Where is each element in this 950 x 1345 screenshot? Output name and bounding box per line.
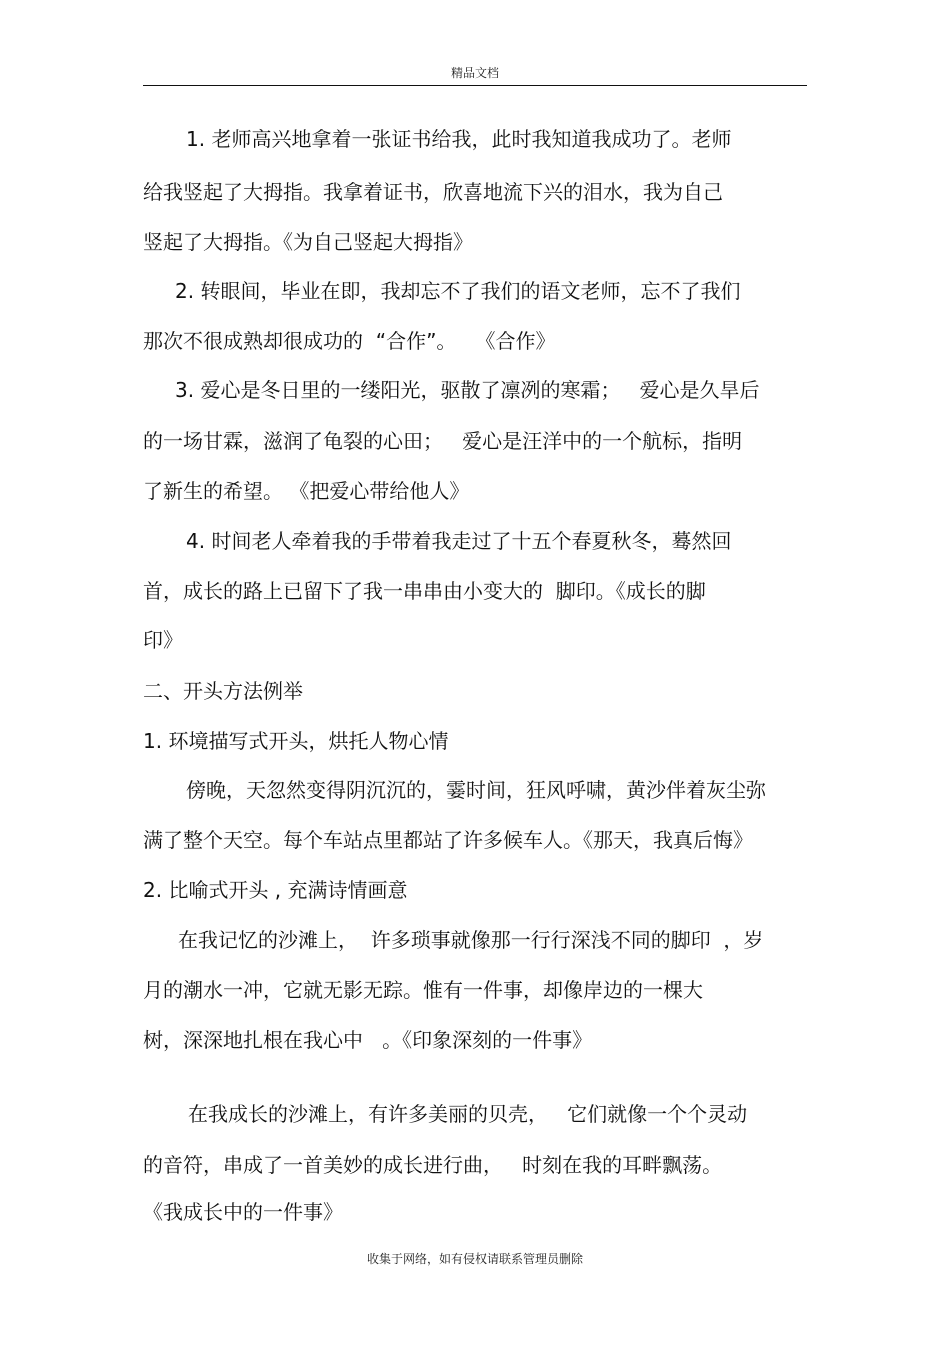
body-line: 1. 老师高兴地拿着一张证书给我，此时我知道我成功了。老师 <box>186 127 732 151</box>
body-line: 4. 时间老人牵着我的手带着我走过了十五个春夏秋冬，蓦然回 <box>186 529 732 553</box>
body-line: 树，深深地扎根在我心中 。《印象深刻的一件事》 <box>143 1028 593 1052</box>
body-line: 满了整个天空。每个车站点里都站了许多候车人。《那天，我真后悔》 <box>143 828 753 852</box>
body-line: 在我成长的沙滩上，有许多美丽的贝壳， 它们就像一个个灵动 <box>188 1102 748 1126</box>
header-divider <box>143 85 807 86</box>
body-line: 在我记忆的沙滩上， 许多琐事就像那一行行深浅不同的脚印 ，岁 <box>178 928 764 952</box>
subsection-heading: 2. 比喻式开头 , 充满诗情画意 <box>143 878 408 902</box>
body-line: 首，成长的路上已留下了我一串串由小变大的 脚印。《成长的脚 <box>143 579 706 603</box>
body-line: 傍晚，天忽然变得阴沉沉的，霎时间，狂风呼啸，黄沙伴着灰尘弥 <box>186 778 766 802</box>
body-line: 的音符，串成了一首美妙的成长进行曲， 时刻在我的耳畔飘荡。 <box>143 1153 723 1177</box>
body-line: 给我竖起了大拇指。我拿着证书，欣喜地流下兴的泪水，我为自己 <box>143 180 723 204</box>
subsection-heading: 1. 环境描写式开头，烘托人物心情 <box>143 729 449 753</box>
section-heading: 二、开头方法例举 <box>143 679 303 703</box>
body-line: 2. 转眼间，毕业在即，我却忘不了我们的语文老师，忘不了我们 <box>175 279 741 303</box>
body-line: 竖起了大拇指。《为自己竖起大拇指》 <box>143 230 473 254</box>
body-line: 那次不很成熟却很成功的 “合作”。 《合作》 <box>143 329 556 353</box>
body-line: 月的潮水一冲，它就无影无踪。惟有一件事，却像岸边的一棵大 <box>143 978 703 1002</box>
body-line: 3. 爱心是冬日里的一缕阳光，驱散了凛冽的寒霜； 爱心是久旱后 <box>175 378 760 402</box>
page-header: 精品文档 <box>450 66 499 80</box>
page-footer: 收集于网络，如有侵权请联系管理员删除 <box>366 1252 583 1266</box>
body-line: 印》 <box>143 628 183 652</box>
body-line: 的一场甘霖，滋润了龟裂的心田； 爱心是汪洋中的一个航标，指明 <box>143 429 743 453</box>
body-line: 了新生的希望。 《把爱心带给他人》 <box>143 479 470 503</box>
body-line: 《我成长中的一件事》 <box>143 1200 343 1224</box>
